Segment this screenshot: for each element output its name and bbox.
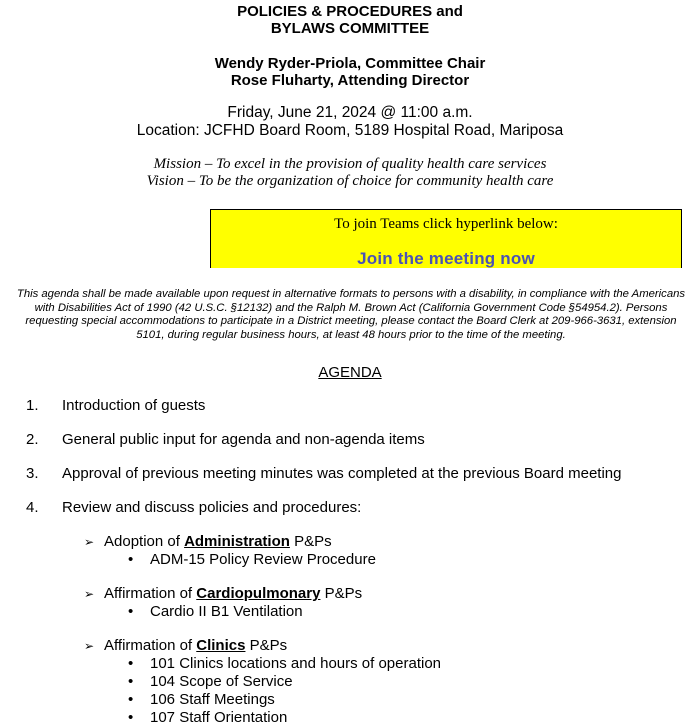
- teams-join-box: [210, 209, 682, 268]
- vision-statement: Vision – To be the organization of choice for community health care: [146, 173, 554, 189]
- policy-item: • ADM-15 Policy Review Procedure: [128, 551, 376, 568]
- agenda-item-text: Review and discuss policies and procedures:: [62, 499, 362, 516]
- mission-statement: Mission – To excel in the provision of quality health care services: [153, 156, 547, 172]
- committee-title-line2: BYLAWS COMMITTEE: [270, 20, 430, 37]
- policy-group-administration: ➢ Adoption of Administration P&Ps: [84, 533, 332, 550]
- bullet-icon: •: [128, 673, 134, 690]
- bullet-icon: •: [128, 655, 134, 672]
- bullet-icon: •: [128, 603, 134, 620]
- policy-category: Cardiopulmonary: [196, 585, 321, 602]
- mission-vision: [0, 156, 700, 190]
- committee-chair: Wendy Ryder-Priola, Committee Chair: [214, 55, 486, 72]
- meeting-location: Location: JCFHD Board Room, 5189 Hospital Road, Mariposa: [136, 122, 564, 139]
- arrow-bullet-icon: ➢: [84, 587, 95, 601]
- policy-item: • 104 Scope of Service: [128, 673, 293, 690]
- bullet-icon: •: [128, 691, 134, 708]
- arrow-bullet-icon: ➢: [84, 639, 95, 653]
- accessibility-disclaimer: This agenda shall be made available upon request in alternative formats to persons with a disability, in compliance with the Americans with Disabilities Act of 1990 (42 U.S.C. §12132) and the Ralph M. Brown Act (California Government Code §54954.2). Persons requesting special accommodations to participate in a District meeting, please contact the Board Clerk at 209-966-3631, extension 5101, during regular business hours, at least 48 hours prior to the time of the meeting.: [16, 288, 686, 341]
- agenda-item-number: 3.: [26, 465, 39, 482]
- arrow-bullet-icon: ➢: [84, 535, 95, 549]
- committee-title: [0, 3, 700, 37]
- meeting-date-time: Friday, June 21, 2024 @ 11:00 a.m.: [227, 104, 473, 121]
- join-meeting-link[interactable]: Join the meeting now: [357, 249, 535, 268]
- policy-item: • 106 Staff Meetings: [128, 691, 275, 708]
- teams-join-label: To join Teams click hyperlink below:: [334, 216, 558, 232]
- policy-item: • 101 Clinics locations and hours of operation: [128, 655, 442, 672]
- policy-group-cardiopulmonary: ➢ Affirmation of Cardiopulmonary P&Ps: [84, 585, 363, 602]
- policy-category: Clinics: [196, 637, 246, 654]
- policy-item: • Cardio II B1 Ventilation: [128, 603, 303, 620]
- attending-director: Rose Fluharty, Attending Director: [230, 72, 470, 89]
- agenda-item-number: 4.: [26, 499, 39, 516]
- bullet-icon: •: [128, 709, 134, 726]
- agenda-item-text: Approval of previous meeting minutes was completed at the previous Board meeting: [62, 465, 622, 482]
- meeting-info: [0, 104, 700, 140]
- agenda-item-number: 1.: [26, 397, 39, 414]
- policy-item: • 107 Staff Orientation: [128, 709, 288, 726]
- policy-group-clinics: ➢ Affirmation of Clinics P&Ps: [84, 637, 288, 654]
- agenda-item-text: General public input for agenda and non-agenda items: [62, 431, 425, 448]
- bullet-icon: •: [128, 551, 134, 568]
- committee-title-line1: POLICIES & PROCEDURES and: [237, 3, 463, 20]
- policy-category: Administration: [184, 533, 290, 550]
- officers: [0, 55, 700, 89]
- agenda-title: AGENDA: [318, 364, 382, 381]
- agenda-item-number: 2.: [26, 431, 39, 448]
- agenda-item-text: Introduction of guests: [62, 397, 206, 414]
